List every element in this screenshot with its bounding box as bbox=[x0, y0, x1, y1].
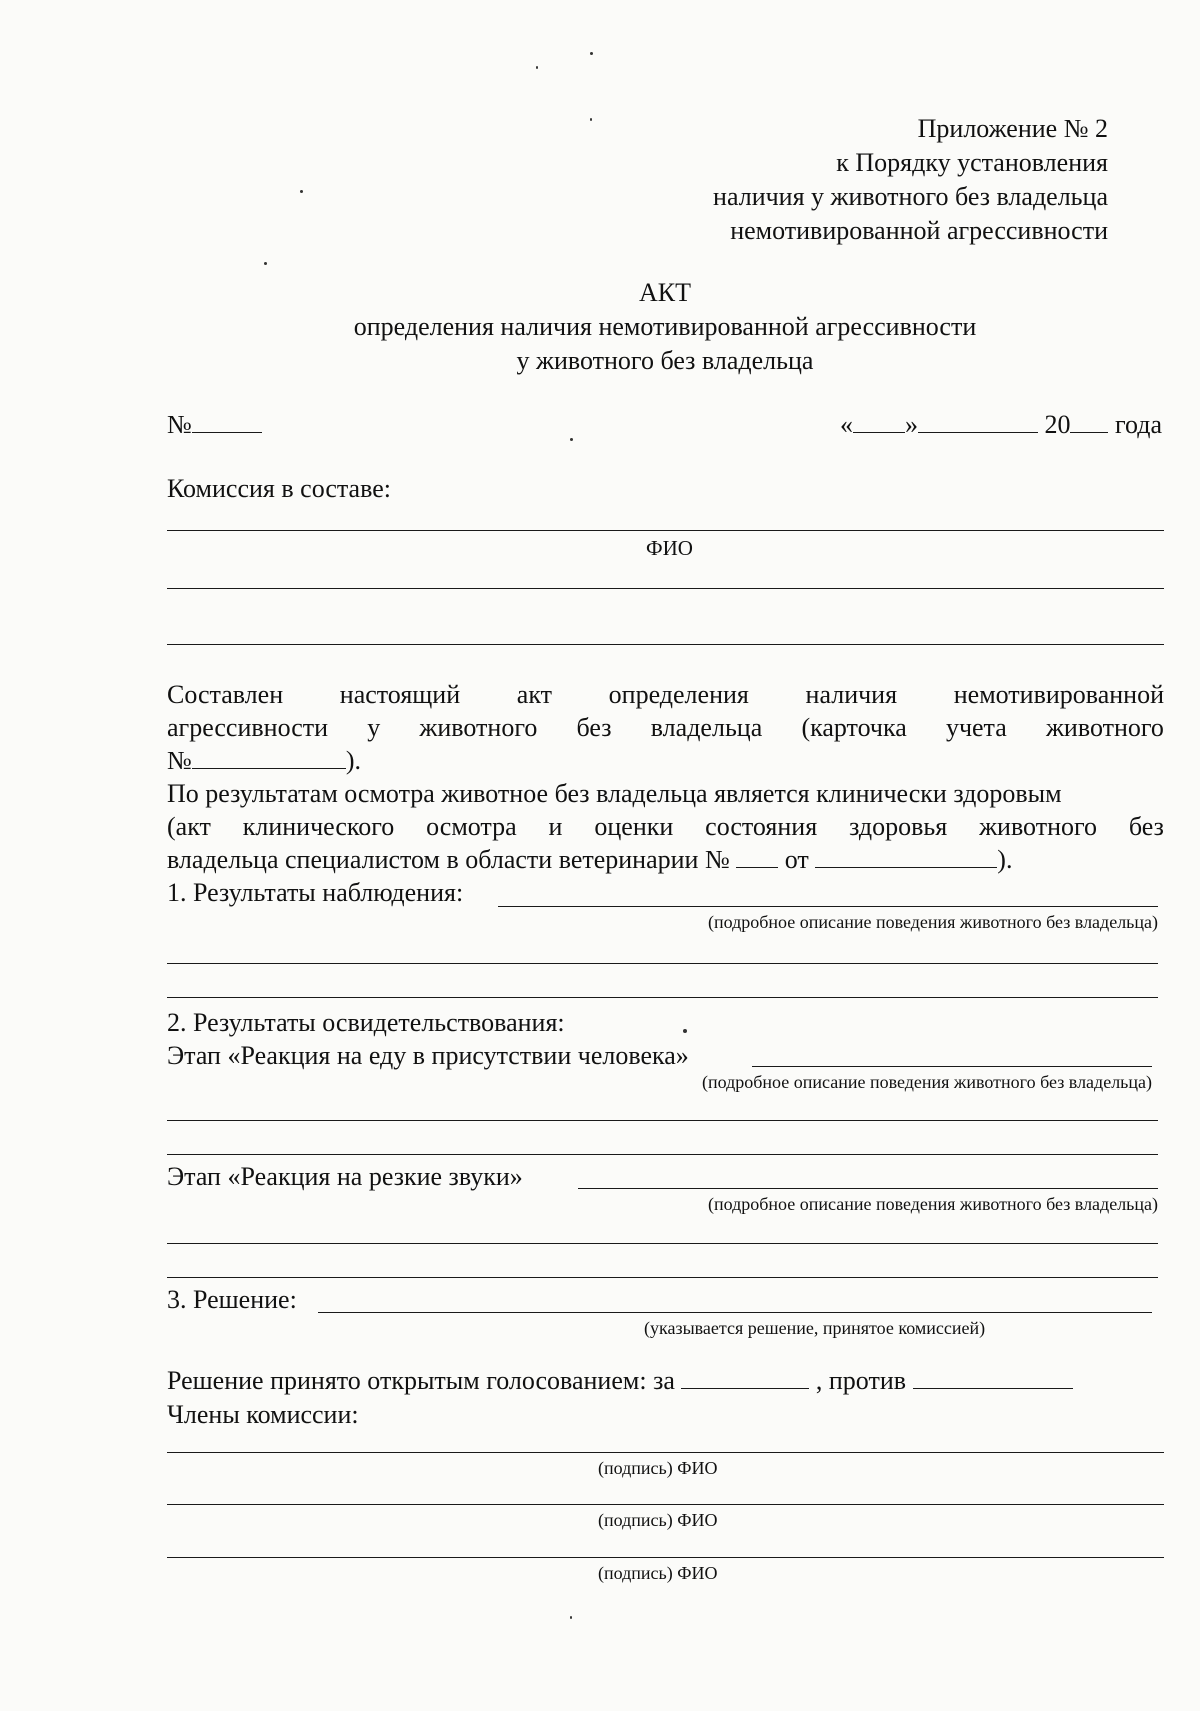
word: животного bbox=[979, 812, 1098, 841]
composed-line-1 bbox=[167, 680, 1164, 710]
scan-speck bbox=[590, 52, 593, 55]
stage-food-line-3[interactable] bbox=[167, 1154, 1158, 1155]
number-label: № bbox=[167, 410, 192, 439]
word: определения bbox=[608, 680, 749, 709]
appendix-line-2: к Порядку установления bbox=[836, 148, 1108, 177]
word: и bbox=[548, 812, 563, 841]
document-subtitle-1: определения наличия немотивированной агрессивности bbox=[353, 312, 977, 341]
stage-food-line-2[interactable] bbox=[167, 1120, 1158, 1121]
vote-against-label: , против bbox=[815, 1366, 907, 1395]
scan-speck bbox=[300, 190, 303, 193]
word: владельца bbox=[650, 713, 763, 742]
section-3-label: 3. Решение: bbox=[167, 1285, 297, 1314]
decision-line[interactable] bbox=[318, 1312, 1152, 1313]
appendix-line-4: немотивированной агрессивности bbox=[730, 216, 1108, 245]
observation-line-3[interactable] bbox=[167, 997, 1158, 998]
commission-label: Комиссия в составе: bbox=[167, 474, 391, 503]
vet-act-date-blank[interactable] bbox=[815, 845, 997, 868]
card-number-field bbox=[167, 746, 361, 776]
scan-speck bbox=[570, 438, 573, 441]
composed-line-2 bbox=[167, 713, 1164, 743]
word: (акт bbox=[167, 812, 211, 841]
word: акт bbox=[516, 680, 552, 709]
scan-speck bbox=[590, 118, 592, 121]
commission-line-3[interactable] bbox=[167, 644, 1164, 645]
word: Составлен bbox=[167, 680, 284, 709]
commission-line-2[interactable] bbox=[167, 588, 1164, 589]
exam-line-2 bbox=[167, 812, 1164, 842]
card-number-blank[interactable] bbox=[192, 746, 346, 769]
exam-line-3 bbox=[167, 845, 1012, 875]
vet-act-number-blank[interactable] bbox=[736, 845, 778, 868]
word: животного bbox=[1045, 713, 1164, 742]
word: состояния bbox=[705, 812, 818, 841]
member-signature-line-2[interactable] bbox=[167, 1504, 1164, 1505]
year-suffix: года bbox=[1114, 410, 1162, 439]
date-close-quote: » bbox=[904, 410, 918, 439]
vote-line bbox=[167, 1366, 1073, 1396]
stage-sound-line-2[interactable] bbox=[167, 1243, 1158, 1244]
stage-food-caption: (подробное описание поведения животного без владельца) bbox=[701, 1072, 1152, 1092]
word: животного bbox=[419, 713, 538, 742]
vote-for-label: Решение принято открытым голосованием: за bbox=[167, 1366, 675, 1395]
observation-line-2[interactable] bbox=[167, 963, 1158, 964]
signature-caption-1: (подпись) ФИО bbox=[598, 1458, 718, 1478]
decision-caption: (указывается решение, принятое комиссией) bbox=[644, 1318, 986, 1338]
card-number-label: № bbox=[167, 746, 192, 775]
member-signature-line-3[interactable] bbox=[167, 1557, 1164, 1558]
card-number-suffix: ). bbox=[345, 746, 361, 775]
commission-line-1[interactable] bbox=[167, 530, 1164, 531]
document-title: АКТ bbox=[639, 278, 691, 307]
scan-speck bbox=[264, 262, 267, 265]
word: без bbox=[576, 713, 612, 742]
vet-act-label: владельца специалистом в области ветеринарии № bbox=[167, 845, 730, 874]
stage-sound-line-1[interactable] bbox=[578, 1188, 1158, 1189]
word: оценки bbox=[594, 812, 674, 841]
vet-act-date-label: от bbox=[784, 845, 809, 874]
year-blank[interactable] bbox=[1070, 410, 1108, 433]
word: (карточка bbox=[801, 713, 907, 742]
vote-against-blank[interactable] bbox=[913, 1366, 1073, 1389]
vote-for-blank[interactable] bbox=[681, 1366, 809, 1389]
document-subtitle-2: у животного без владельца bbox=[516, 346, 814, 375]
section-1-label: 1. Результаты наблюдения: bbox=[167, 878, 464, 907]
word: у bbox=[367, 713, 381, 742]
word: без bbox=[1128, 812, 1164, 841]
act-number-blank[interactable] bbox=[192, 410, 262, 433]
signature-caption-3: (подпись) ФИО bbox=[598, 1563, 718, 1583]
date-open-quote: « bbox=[839, 410, 853, 439]
scan-speck bbox=[536, 66, 538, 69]
appendix-line-1: Приложение № 2 bbox=[917, 114, 1108, 143]
act-date-field bbox=[840, 410, 1162, 440]
exam-line-1: По результатам осмотра животное без владельца является клинически здоровым bbox=[167, 779, 1062, 808]
word: немотивированной bbox=[953, 680, 1164, 709]
observation-caption: (подробное описание поведения животного без владельца) bbox=[707, 912, 1158, 932]
scan-speck bbox=[683, 1029, 687, 1033]
act-number-field bbox=[167, 410, 262, 440]
stage-sound-label: Этап «Реакция на резкие звуки» bbox=[167, 1162, 523, 1191]
stage-sound-line-3[interactable] bbox=[167, 1277, 1158, 1278]
vet-act-suffix: ). bbox=[997, 845, 1013, 874]
stage-sound-caption: (подробное описание поведения животного без владельца) bbox=[707, 1194, 1158, 1214]
appendix-line-3: наличия у животного без владельца bbox=[713, 182, 1108, 211]
day-blank[interactable] bbox=[853, 410, 905, 433]
members-label: Члены комиссии: bbox=[167, 1400, 359, 1429]
word: здоровья bbox=[849, 812, 948, 841]
stage-food-line-1[interactable] bbox=[752, 1066, 1152, 1067]
fio-caption: ФИО bbox=[646, 536, 693, 560]
word: клинического bbox=[242, 812, 395, 841]
observation-line-1[interactable] bbox=[498, 906, 1158, 907]
section-2-label: 2. Результаты освидетельствования: bbox=[167, 1008, 565, 1037]
month-blank[interactable] bbox=[918, 410, 1038, 433]
year-prefix: 20 bbox=[1044, 410, 1071, 439]
signature-caption-2: (подпись) ФИО bbox=[598, 1510, 718, 1530]
word: настоящий bbox=[339, 680, 461, 709]
word: учета bbox=[945, 713, 1007, 742]
word: агрессивности bbox=[167, 713, 329, 742]
stage-food-label: Этап «Реакция на еду в присутствии человека» bbox=[167, 1041, 689, 1070]
word: наличия bbox=[805, 680, 898, 709]
scan-speck bbox=[570, 1616, 572, 1619]
word: осмотра bbox=[426, 812, 517, 841]
member-signature-line-1[interactable] bbox=[167, 1452, 1164, 1453]
